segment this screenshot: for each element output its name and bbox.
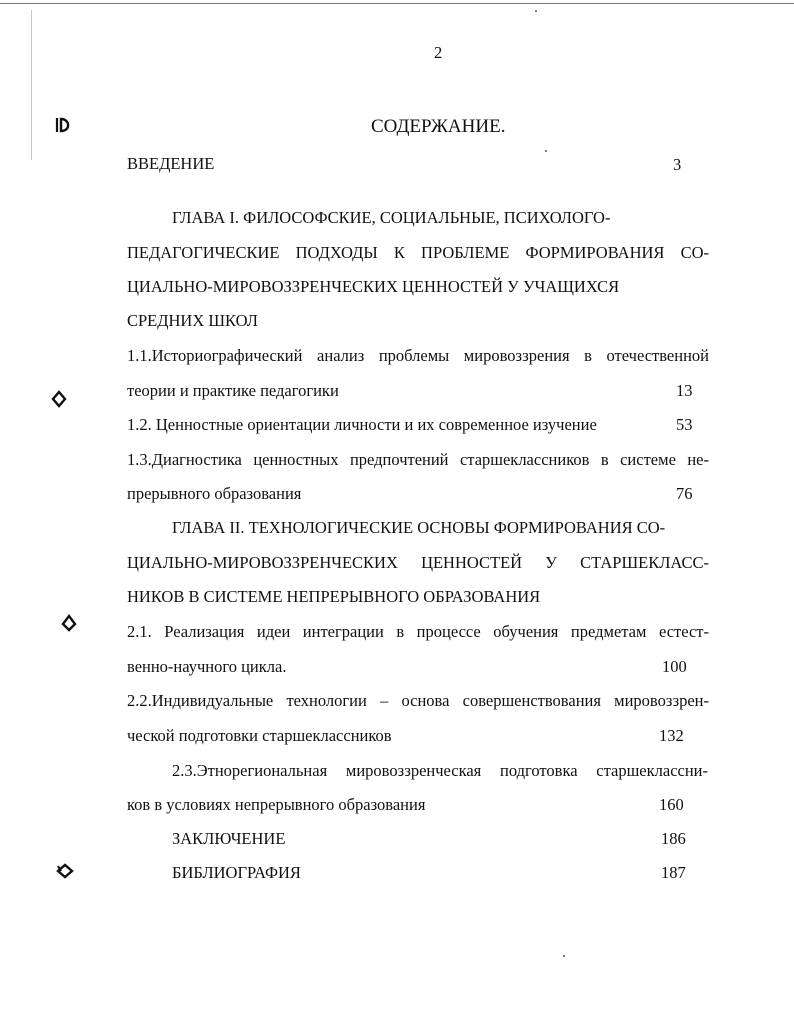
chapter2-heading-line: ГЛАВА II. ТЕХНОЛОГИЧЕСКИЕ ОСНОВЫ ФОРМИРОВАНИЯ СО- [172,518,666,537]
scan-edge-left [31,10,32,160]
punch-mark-icon [60,614,78,632]
toc-section-2-1: 2.1. Реализация идеи интеграции в процессе обучения предметам естест- [127,622,709,641]
toc-section-2-1-cont: венно-научного цикла. [127,657,287,676]
chapter1-heading-line: ПЕДАГОГИЧЕСКИЕ ПОДХОДЫ К ПРОБЛЕМЕ ФОРМИРОВАНИЯ СО- [127,243,709,262]
toc-section-1-1: 1.1.Историографический анализ проблемы мировоззрения в отечественной [127,346,709,365]
chapter1-heading-line: СРЕДНИХ ШКОЛ [127,311,258,330]
scan-speck [563,955,565,957]
punch-mark-icon [50,390,68,408]
toc-bibliography-label: БИБЛИОГРАФИЯ [172,863,301,882]
toc-section-2-3-page: 160 [659,795,684,814]
toc-section-2-3-cont: ков в условиях непрерывного образования [127,795,426,814]
scan-speck [545,150,547,152]
toc-section-1-3: 1.3.Диагностика ценностных предпочтений старшеклассников в системе не- [127,450,709,469]
scan-edge-top [0,3,794,4]
toc-section-2-3: 2.3.Этнорегиональная мировоззренческая подготовка старшеклассни- [172,761,708,780]
punch-mark-icon [56,862,74,880]
chapter2-heading-line: ЦИАЛЬНО-МИРОВОЗЗРЕНЧЕСКИХ ЦЕННОСТЕЙ У СТАРШЕКЛАСС- [127,553,709,572]
toc-section-1-3-page: 76 [676,484,693,503]
scan-speck [535,10,537,12]
page-title: СОДЕРЖАНИЕ. [371,116,506,137]
toc-section-1-2-page: 53 [676,415,693,434]
toc-section-1-3-cont: прерывного образования [127,484,302,503]
toc-section-2-2: 2.2.Индивидуальные технологии – основа совершенствования мировоззрен- [127,691,709,710]
punch-mark-icon [54,116,72,134]
toc-section-2-1-page: 100 [662,657,687,676]
page-number: 2 [434,43,443,62]
chapter1-heading-line: ГЛАВА I. ФИЛОСОФСКИЕ, СОЦИАЛЬНЫЕ, ПСИХОЛОГО- [172,208,611,227]
toc-intro-label: ВВЕДЕНИЕ [127,154,215,173]
toc-section-1-2: 1.2. Ценностные ориентации личности и их современное изучение [127,415,597,434]
toc-bibliography-page: 187 [661,863,686,882]
toc-section-1-1-page: 13 [676,381,693,400]
toc-section-2-2-cont: ческой подготовки старшеклассников [127,726,392,745]
toc-conclusion-label: ЗАКЛЮЧЕНИЕ [172,829,286,848]
chapter1-heading-line: ЦИАЛЬНО-МИРОВОЗЗРЕНЧЕСКИХ ЦЕННОСТЕЙ У УЧАЩИХСЯ [127,277,620,296]
toc-section-1-1-cont: теории и практике педагогики [127,381,339,400]
toc-conclusion-page: 186 [661,829,686,848]
toc-intro-page: 3 [673,155,682,174]
chapter2-heading-line: НИКОВ В СИСТЕМЕ НЕПРЕРЫВНОГО ОБРАЗОВАНИЯ [127,587,541,606]
toc-section-2-2-page: 132 [659,726,684,745]
